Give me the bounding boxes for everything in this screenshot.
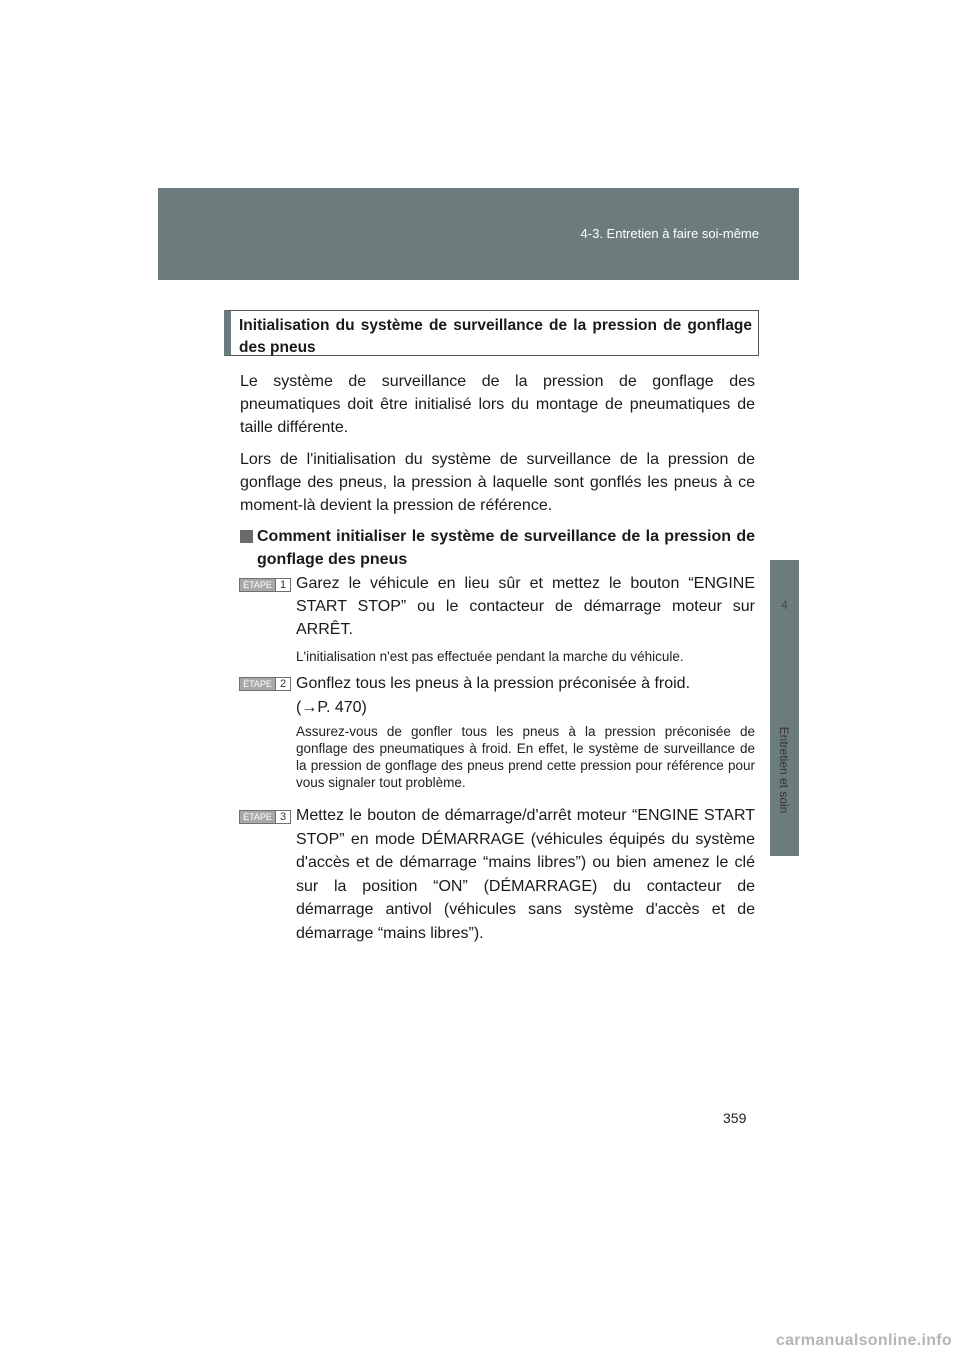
step-2-page-reference: (→P. 470) [296,699,367,716]
header-section-title: 4-3. Entretien à faire soi-même [580,226,759,241]
step-badge-2 [239,677,291,691]
chapter-label: Entretien et soin [777,726,791,814]
step-3-text: Mettez le bouton de démarrage/d'arrêt moteur “ENGINE START STOP” en mode DÉMARRAGE (véhicules équipés du système d'accès et de démarrage “mains libres”) ou bien amenez le clé sur la position “ON” (DÉMARRAGE) du contacteur de démarrage antivol (véhicules sans système d'accès et de démarrage “mains libres”). [296,807,755,942]
step-1-note: L'initialisation n'est pas effectuée pendant la marche du véhicule. [296,649,684,664]
step-badge-number: 3 [276,810,291,824]
step-badge-number: 1 [276,578,291,592]
step-badge-1 [239,578,291,592]
watermark: carmanualsonline.info [775,1332,952,1349]
step-1-text: Garez le véhicule en lieu sûr et mettez le bouton “ENGINE START STOP” ou le contacteur de démarrage moteur sur ARRÊT. [296,575,755,638]
paragraph-reference: Lors de l'initialisation du système de surveillance de la pression de gonflage des pneus, la pression à laquelle sont gonflés les pneus à ce moment-là devient la pression de référence. [240,451,755,514]
page-number: 359 [723,1110,747,1126]
chapter-number: 4 [781,598,788,612]
step-badge-label: ÉTAPE [239,810,276,824]
step-2-text: Gonflez tous les pneus à la pression préconisée à froid. [296,675,691,692]
step-badge-number: 2 [276,677,291,691]
subheading [240,525,755,571]
step-2-note: Assurez-vous de gonfler tous les pneus à la pression préconisée de gonflage des pneumatiques à froid. En effet, le système de surveillance de la pression de gonflage des pneus prend cette pression pour référence pour vous signaler tout problème. [296,724,755,790]
subheading-text: Comment initialiser le système de surveillance de la pression de gonflage des pneus [257,528,755,568]
section-title: Initialisation du système de surveillance de la pression de gonflage des pneus [224,310,759,356]
step-badge-label: ÉTAPE [239,578,276,592]
step-badge-label: ÉTAPE [239,677,276,691]
paragraph-intro: Le système de surveillance de la pression de gonflage des pneumatiques doit être initialisé lors du montage de pneumatiques de taille différente. [240,373,755,436]
header-band [158,188,799,280]
step-badge-3 [239,810,291,824]
